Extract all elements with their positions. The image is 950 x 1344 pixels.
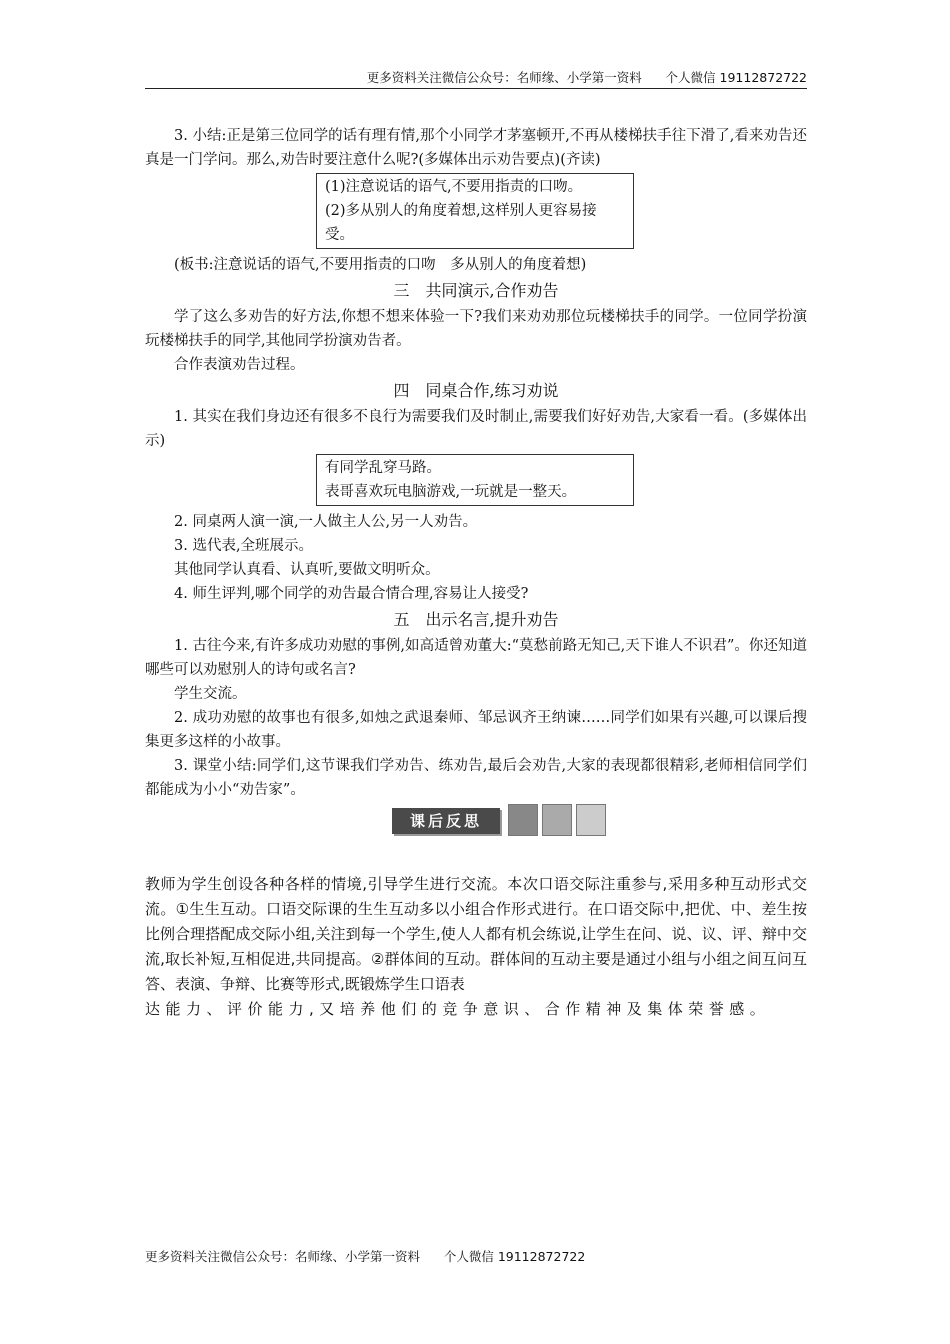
paragraph: 2. 同桌两人演一演,一人做主人公,另一人劝告。 (174, 514, 478, 530)
section-heading: 五 出示名言,提升劝告 (393, 610, 559, 629)
reflection-last-line: 达能力、评价能力,又培养他们的竞争意识、合作精神及集体荣誉感。 (145, 1000, 771, 1018)
board-note: (板书:注意说话的语气,不要用指责的口吻 多从别人的角度着想) (174, 257, 587, 273)
paragraph: 2. 成功劝慰的故事也有很多,如烛之武退秦师、邹忌讽齐王纳谏……同学们如果有兴趣,可以课后搜集更多这样的小故事。 (145, 710, 807, 750)
decorative-square (576, 804, 606, 836)
summary-paragraph: 3. 小结:正是第三位同学的话有理有情,那个小同学才茅塞顿开,不再从楼梯扶手往下滑了,看来劝告还真是一门学问。那么,劝告时要注意什么呢?(多媒体出示劝告要点)(齐读) (145, 128, 807, 168)
advice-point: (1)注意说话的语气,不要用指责的口吻。 (325, 179, 583, 195)
paragraph: 其他同学认真看、认真听,要做文明听众。 (174, 562, 440, 578)
paragraph: 3. 课堂小结:同学们,这节课我们学劝告、练劝告,最后会劝告,大家的表现都很精彩,老师相信同学们都能成为小小“劝告家”。 (145, 758, 807, 798)
reflection-banner-title: 课后反思 (392, 808, 500, 834)
scenario-item: 有同学乱穿马路。 (325, 460, 441, 476)
decorative-square (542, 804, 572, 836)
page-footer (145, 1247, 585, 1265)
paragraph: 1. 其实在我们身边还有很多不良行为需要我们及时制止,需要我们好好劝告,大家看一看。(多媒体出示) (145, 409, 807, 449)
advice-point: (2)多从别人的角度着想,这样别人更容易接受。 (325, 203, 597, 243)
reflection-text (145, 872, 807, 1022)
reflection-banner (145, 804, 807, 846)
section-heading: 三 共同演示,合作劝告 (393, 281, 559, 300)
footer-text: 更多资料关注微信公众号：名师缘、小学第一资料 个人微信 19112872722 (145, 1249, 586, 1264)
paragraph: 合作表演劝告过程。 (174, 357, 305, 373)
paragraph: 4. 师生评判,哪个同学的劝告最合情合理,容易让人接受? (174, 586, 529, 602)
paragraph: 1. 古往今来,有许多成功劝慰的事例,如高适曾劝董大:“莫愁前路无知己,天下谁人不识君”。你还知道哪些可以劝慰别人的诗句或名言? (145, 638, 807, 678)
lesson-content (145, 124, 807, 852)
reflection-body: 教师为学生创设各种各样的情境,引导学生进行交流。本次口语交际注重参与,采用多种互动形式交流。①生生互动。口语交际课的生生互动多以小组合作形式进行。在口语交际中,把优、中、差生按比例合理搭配成交际小组,关注到每一个学生,使人人都有机会练说,让学生在问、说、议、评、辩中交流,取长补短,互相促进,共同提高。②群体间的互动。群体间的互动主要是通过小组与小组之间互问互答、表演、争辩、比赛等形式,既锻炼学生口语表 (145, 875, 807, 993)
paragraph: 学了这么多劝告的好方法,你想不想来体验一下?我们来劝劝那位玩楼梯扶手的同学。一位同学扮演玩楼梯扶手的同学,其他同学扮演劝告者。 (145, 309, 807, 349)
page-header (145, 68, 807, 89)
advice-points-box (316, 173, 634, 249)
paragraph: 学生交流。 (174, 686, 247, 702)
decorative-square (508, 804, 538, 836)
section-heading: 四 同桌合作,练习劝说 (393, 381, 559, 400)
header-text: 更多资料关注微信公众号：名师缘、小学第一资料 个人微信 19112872722 (366, 70, 807, 85)
scenario-box (316, 454, 634, 506)
paragraph: 3. 选代表,全班展示。 (174, 538, 314, 554)
scenario-item: 表哥喜欢玩电脑游戏,一玩就是一整天。 (325, 484, 577, 500)
